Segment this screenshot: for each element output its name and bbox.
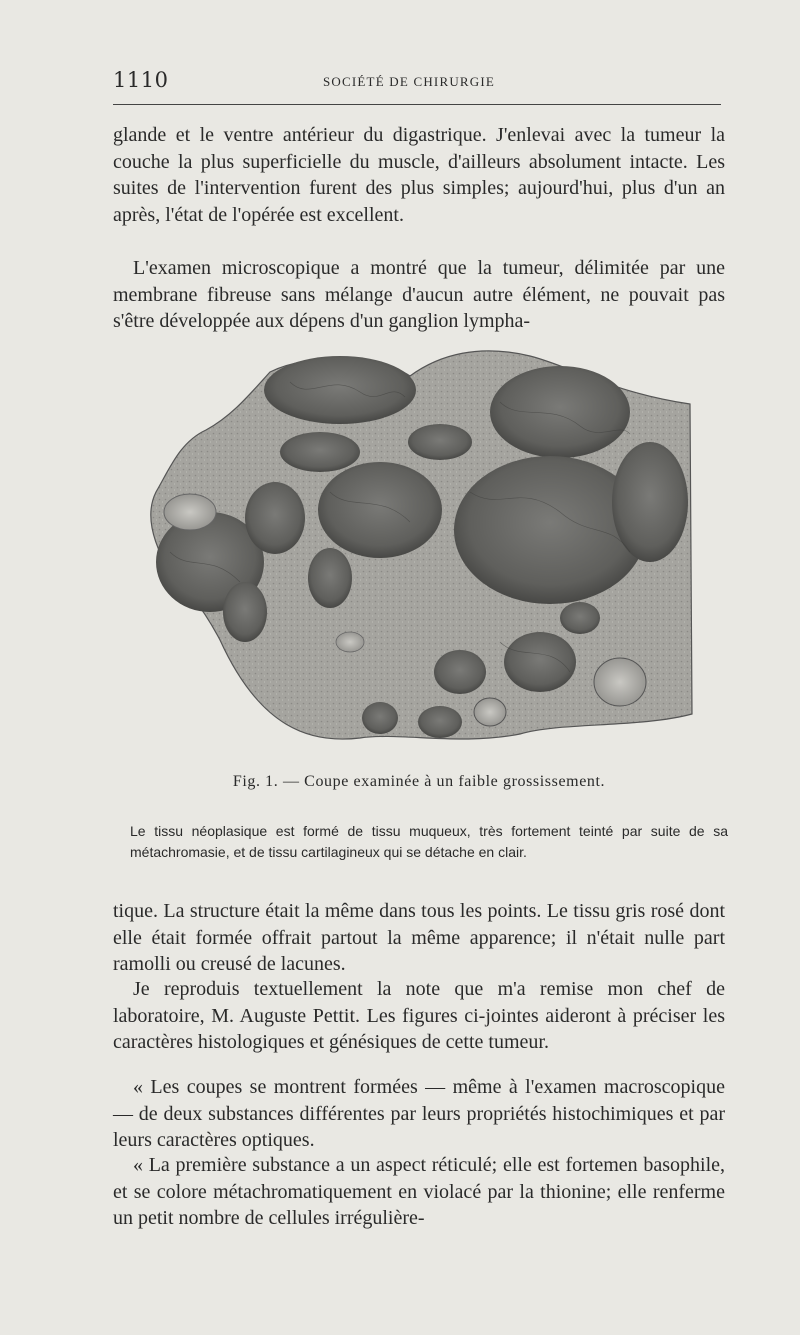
paragraph-2: L'examen microscopique a montré que la tumeur, délimitée par une membrane fibreuse sans mélange d'aucun autre élément, ne pouvait pas s'être développée aux dépens d'un ganglion lympha- (113, 257, 725, 332)
page-header (113, 68, 721, 96)
header-rule (113, 104, 721, 105)
figure-legend: Le tissu néoplasique est formé de tissu muqueux, très fortement teinté par suite de sa métachromasie, et de tissu cartilagineux qui se détache en clair. (130, 823, 728, 860)
paragraph-4: Je reproduis textuellement la note que m'a remise mon chef de laboratoire, M. Auguste Pettit. Les figures ci-jointes aideront à préciser les caractères histologiques et génésiques de cette tumeur. (113, 978, 725, 1053)
histology-figure (140, 342, 700, 754)
paragraph-6: « La première substance a un aspect réticulé; elle est fortemen basophile, et se colore métachromatiquement en violacé par la thionine; elle renferme un petit nombre de cellules irrégulière- (113, 1154, 725, 1229)
running-head: SOCIÉTÉ DE CHIRURGIE (323, 74, 496, 89)
page-number: 1110 (113, 68, 169, 92)
paragraph-3: tique. La structure était la même dans tous les points. Le tissu gris rosé dont elle était formée offrait partout la même apparence; il n'était nulle part ramolli ou creusé de lacunes. (113, 900, 725, 975)
paragraph-5: « Les coupes se montrent formées — même à l'examen macroscopique — de deux substances différentes par leurs propriétés histochimiques et par leurs caractères optiques. (113, 1076, 725, 1151)
figure-caption: Fig. 1. — Coupe examinée à un faible grossissement. (232, 773, 606, 790)
paragraph-1: glande et le ventre antérieur du digastrique. J'enlevai avec la tumeur la couche la plus superficielle du muscle, d'ailleurs absolument intacte. Les suites de l'intervention furent des plus simples; aujourd'hui, plus d'un an après, l'état de l'opérée est excellent. (113, 124, 725, 226)
